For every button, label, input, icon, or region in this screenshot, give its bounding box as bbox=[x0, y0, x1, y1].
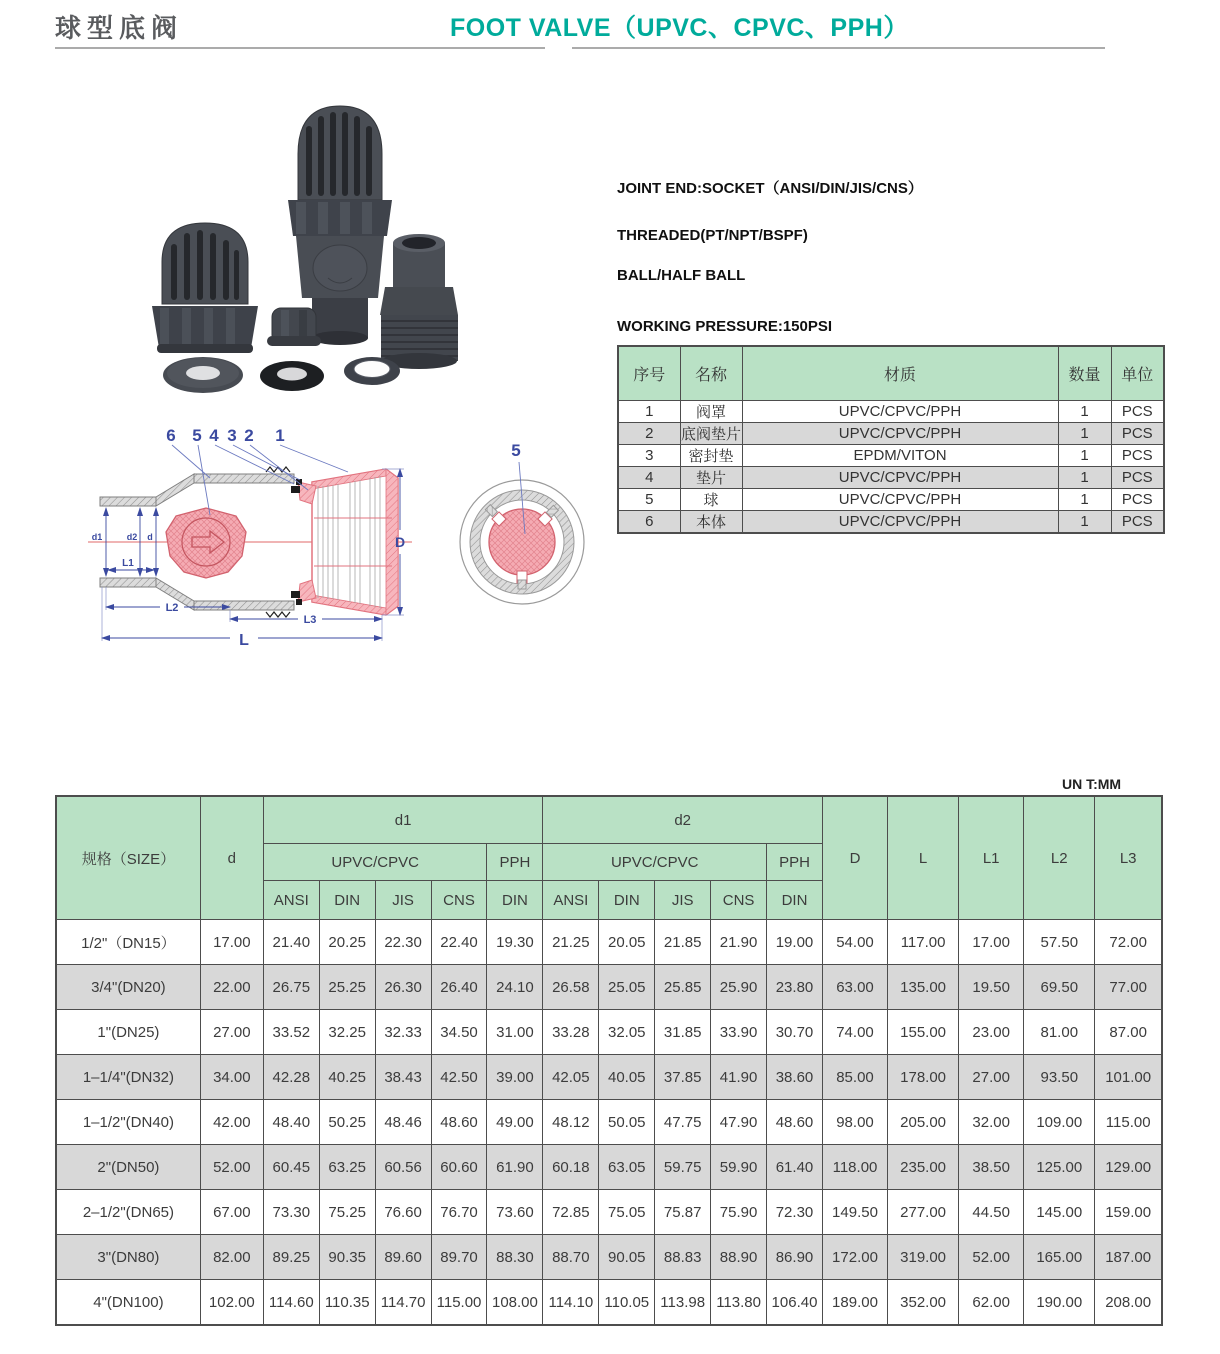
table-cell: 109.00 bbox=[1024, 1100, 1095, 1145]
table-cell: 23.00 bbox=[959, 1010, 1024, 1055]
table-cell: 75.25 bbox=[319, 1190, 375, 1235]
table-cell: 23.80 bbox=[767, 965, 823, 1010]
table-cell: 115.00 bbox=[1095, 1100, 1162, 1145]
table-cell: 89.60 bbox=[375, 1235, 431, 1280]
table-cell: 3/4"(DN20) bbox=[56, 965, 200, 1010]
gasket-images bbox=[163, 357, 400, 393]
parts-table-header-row bbox=[618, 346, 1164, 401]
table-cell: 38.43 bbox=[375, 1055, 431, 1100]
table-cell: 75.05 bbox=[599, 1190, 655, 1235]
table-cell: 33.52 bbox=[263, 1010, 319, 1055]
table-cell: 1 bbox=[1058, 423, 1111, 445]
table-cell: 垫片 bbox=[680, 467, 742, 489]
parts-header-unit: 单位 bbox=[1111, 346, 1164, 401]
spec-joint-end: JOINT END:SOCKET（ANSI/DIN/JIS/CNS） bbox=[617, 180, 923, 197]
table-cell: 85.00 bbox=[822, 1055, 887, 1100]
table-cell: 1–1/4"(DN32) bbox=[56, 1055, 200, 1100]
table-cell: 178.00 bbox=[888, 1055, 959, 1100]
table-cell: 172.00 bbox=[822, 1235, 887, 1280]
table-cell: 319.00 bbox=[888, 1235, 959, 1280]
table-row bbox=[618, 467, 1164, 489]
dim-header-d2-jis: JIS bbox=[655, 881, 711, 920]
dim-label-d1: d1 bbox=[91, 532, 103, 542]
table-cell: 52.00 bbox=[959, 1235, 1024, 1280]
table-cell: 118.00 bbox=[822, 1145, 887, 1190]
table-cell: 37.85 bbox=[655, 1055, 711, 1100]
ball-section bbox=[166, 508, 246, 578]
table-cell: 63.00 bbox=[822, 965, 887, 1010]
table-cell: 73.60 bbox=[487, 1190, 543, 1235]
table-cell: 114.10 bbox=[543, 1280, 599, 1326]
table-cell: 26.30 bbox=[375, 965, 431, 1010]
part-callouts bbox=[166, 426, 284, 445]
table-cell: 30.70 bbox=[767, 1010, 823, 1055]
dim-label-l2: L2 bbox=[165, 602, 179, 614]
table-cell: 75.90 bbox=[711, 1190, 767, 1235]
table-cell: 81.00 bbox=[1024, 1010, 1095, 1055]
table-cell: 63.25 bbox=[319, 1145, 375, 1190]
dim-header-d1-pph: PPH bbox=[487, 844, 543, 881]
table-cell: 47.90 bbox=[711, 1100, 767, 1145]
table-cell: 87.00 bbox=[1095, 1010, 1162, 1055]
table-cell: 42.50 bbox=[431, 1055, 487, 1100]
table-cell: 125.00 bbox=[1024, 1145, 1095, 1190]
table-cell: PCS bbox=[1111, 423, 1164, 445]
parts-header-name: 名称 bbox=[680, 346, 742, 401]
table-cell: 34.50 bbox=[431, 1010, 487, 1055]
table-cell: 108.00 bbox=[487, 1280, 543, 1326]
table-cell: 72.85 bbox=[543, 1190, 599, 1235]
header-rule-left bbox=[55, 47, 545, 49]
table-cell: 1/2"（DN15） bbox=[56, 920, 200, 965]
dim-header-d1-jis: JIS bbox=[375, 881, 431, 920]
product-photo bbox=[100, 80, 600, 420]
parts-table bbox=[617, 345, 1165, 534]
table-cell: 3 bbox=[618, 445, 680, 467]
table-cell: PCS bbox=[1111, 401, 1164, 423]
table-cell: 155.00 bbox=[888, 1010, 959, 1055]
table-cell: 63.05 bbox=[599, 1145, 655, 1190]
table-cell: 75.87 bbox=[655, 1190, 711, 1235]
dim-header-D: D bbox=[822, 796, 887, 920]
table-cell: 1 bbox=[1058, 401, 1111, 423]
table-cell: 26.75 bbox=[263, 965, 319, 1010]
table-cell: 25.25 bbox=[319, 965, 375, 1010]
table-cell: 49.00 bbox=[487, 1100, 543, 1145]
table-cell: 32.00 bbox=[959, 1100, 1024, 1145]
table-cell: 114.70 bbox=[375, 1280, 431, 1326]
parts-header-qty: 数量 bbox=[1058, 346, 1111, 401]
table-cell: 4 bbox=[618, 467, 680, 489]
table-cell: 72.30 bbox=[767, 1190, 823, 1235]
table-cell: 88.90 bbox=[711, 1235, 767, 1280]
table-row bbox=[56, 1100, 1162, 1145]
table-cell: 90.35 bbox=[319, 1235, 375, 1280]
table-cell: 54.00 bbox=[822, 920, 887, 965]
dim-header-d1-ansi: ANSI bbox=[263, 881, 319, 920]
table-cell: 89.70 bbox=[431, 1235, 487, 1280]
callout-6: 6 bbox=[166, 426, 176, 445]
table-cell: 69.50 bbox=[1024, 965, 1095, 1010]
dim-header-d1: d1 bbox=[263, 796, 543, 844]
dim-header-d1-cns: CNS bbox=[431, 881, 487, 920]
table-cell: 93.50 bbox=[1024, 1055, 1095, 1100]
table-cell: 3"(DN80) bbox=[56, 1235, 200, 1280]
table-cell: 48.60 bbox=[767, 1100, 823, 1145]
table-cell: 61.40 bbox=[767, 1145, 823, 1190]
table-cell: UPVC/CPVC/PPH bbox=[742, 511, 1058, 534]
dim-header-d2-cns: CNS bbox=[711, 881, 767, 920]
table-row bbox=[56, 1055, 1162, 1100]
table-cell: 52.00 bbox=[200, 1145, 263, 1190]
table-cell: 277.00 bbox=[888, 1190, 959, 1235]
table-cell: 20.05 bbox=[599, 920, 655, 965]
table-cell: 41.90 bbox=[711, 1055, 767, 1100]
table-row bbox=[56, 1010, 1162, 1055]
table-cell: 22.00 bbox=[200, 965, 263, 1010]
table-cell: 101.00 bbox=[1095, 1055, 1162, 1100]
table-cell: 165.00 bbox=[1024, 1235, 1095, 1280]
table-cell: 24.10 bbox=[487, 965, 543, 1010]
table-cell: 2"(DN50) bbox=[56, 1145, 200, 1190]
table-cell: 22.30 bbox=[375, 920, 431, 965]
table-cell: 113.80 bbox=[711, 1280, 767, 1326]
table-row bbox=[618, 489, 1164, 511]
table-cell: 17.00 bbox=[200, 920, 263, 965]
table-cell: 88.70 bbox=[543, 1235, 599, 1280]
table-cell: 67.00 bbox=[200, 1190, 263, 1235]
dim-label-d-cap: D bbox=[394, 534, 406, 550]
thread-marks-top bbox=[266, 467, 290, 472]
table-cell: 32.25 bbox=[319, 1010, 375, 1055]
table-cell: 88.83 bbox=[655, 1235, 711, 1280]
table-cell: 82.00 bbox=[200, 1235, 263, 1280]
table-cell: 72.00 bbox=[1095, 920, 1162, 965]
dim-header-L: L bbox=[888, 796, 959, 920]
dim-header-d2-upvc: UPVC/CPVC bbox=[543, 844, 767, 881]
table-cell: 60.56 bbox=[375, 1145, 431, 1190]
dim-header-d1-upvc: UPVC/CPVC bbox=[263, 844, 487, 881]
table-cell: 62.00 bbox=[959, 1280, 1024, 1326]
dim-header-d1-pph-din: DIN bbox=[487, 881, 543, 920]
unit-note: UN T:MM bbox=[1062, 776, 1122, 792]
dim-header-d2-pph: PPH bbox=[767, 844, 823, 881]
page-title-en: FOOT VALVE（UPVC、CPVC、PPH） bbox=[450, 14, 909, 42]
table-row bbox=[618, 445, 1164, 467]
table-row bbox=[56, 1280, 1162, 1326]
table-cell: 114.60 bbox=[263, 1280, 319, 1326]
dim-label-l1: L1 bbox=[122, 558, 134, 569]
table-cell: 31.00 bbox=[487, 1010, 543, 1055]
table-cell: 42.00 bbox=[200, 1100, 263, 1145]
table-cell: 61.90 bbox=[487, 1145, 543, 1190]
table-cell: 25.05 bbox=[599, 965, 655, 1010]
dim-header-d2-pph-din: DIN bbox=[767, 881, 823, 920]
spec-threaded: THREADED(PT/NPT/BSPF) bbox=[617, 227, 808, 244]
table-cell: 60.18 bbox=[543, 1145, 599, 1190]
table-cell: 27.00 bbox=[959, 1055, 1024, 1100]
table-cell: 2–1/2"(DN65) bbox=[56, 1190, 200, 1235]
table-cell: 48.46 bbox=[375, 1100, 431, 1145]
page-title-zh: 球型底阀 bbox=[55, 13, 184, 43]
table-cell: 19.30 bbox=[487, 920, 543, 965]
table-cell: UPVC/CPVC/PPH bbox=[742, 489, 1058, 511]
parts-table-body bbox=[618, 401, 1164, 534]
table-cell: 60.60 bbox=[431, 1145, 487, 1190]
table-cell: 98.00 bbox=[822, 1100, 887, 1145]
spec-lines bbox=[617, 180, 1187, 336]
table-cell: PCS bbox=[1111, 489, 1164, 511]
table-cell: 129.00 bbox=[1095, 1145, 1162, 1190]
table-cell: 25.85 bbox=[655, 965, 711, 1010]
table-cell: 1–1/2"(DN40) bbox=[56, 1100, 200, 1145]
table-cell: 22.40 bbox=[431, 920, 487, 965]
table-cell: 38.50 bbox=[959, 1145, 1024, 1190]
socket-adapter-image bbox=[380, 234, 458, 369]
table-row bbox=[56, 1235, 1162, 1280]
table-cell: 48.12 bbox=[543, 1100, 599, 1145]
spec-ball: BALL/HALF BALL bbox=[617, 267, 746, 284]
table-cell: 42.28 bbox=[263, 1055, 319, 1100]
parts-header-no: 序号 bbox=[618, 346, 680, 401]
table-cell: 40.05 bbox=[599, 1055, 655, 1100]
strainer-cone-section bbox=[312, 469, 398, 615]
table-cell: 32.05 bbox=[599, 1010, 655, 1055]
table-cell: 48.60 bbox=[431, 1100, 487, 1145]
table-cell: PCS bbox=[1111, 511, 1164, 534]
table-cell: 1 bbox=[1058, 445, 1111, 467]
table-cell: PCS bbox=[1111, 445, 1164, 467]
table-cell: 2 bbox=[618, 423, 680, 445]
table-cell: 90.05 bbox=[599, 1235, 655, 1280]
callout-2: 2 bbox=[244, 426, 254, 445]
table-cell: 110.35 bbox=[319, 1280, 375, 1326]
table-cell: 86.90 bbox=[767, 1235, 823, 1280]
table-row bbox=[618, 423, 1164, 445]
table-cell: 113.98 bbox=[655, 1280, 711, 1326]
end-view-section bbox=[460, 441, 584, 604]
table-row bbox=[618, 511, 1164, 534]
dim-header-row-1 bbox=[56, 796, 1162, 844]
table-cell: 59.90 bbox=[711, 1145, 767, 1190]
table-cell: 110.05 bbox=[599, 1280, 655, 1326]
dim-header-d2-ansi: ANSI bbox=[543, 881, 599, 920]
table-cell: 17.00 bbox=[959, 920, 1024, 965]
table-cell: 21.25 bbox=[543, 920, 599, 965]
table-cell: 33.90 bbox=[711, 1010, 767, 1055]
small-foot-valve-image bbox=[152, 223, 258, 353]
table-cell: 48.40 bbox=[263, 1100, 319, 1145]
table-cell: 159.00 bbox=[1095, 1190, 1162, 1235]
table-cell: 44.50 bbox=[959, 1190, 1024, 1235]
table-cell: 76.60 bbox=[375, 1190, 431, 1235]
callout-5: 5 bbox=[192, 426, 202, 445]
table-cell: 106.40 bbox=[767, 1280, 823, 1326]
table-cell: 88.30 bbox=[487, 1235, 543, 1280]
table-cell: 26.40 bbox=[431, 965, 487, 1010]
table-cell: 135.00 bbox=[888, 965, 959, 1010]
table-cell: 115.00 bbox=[431, 1280, 487, 1326]
table-cell: 阀罩 bbox=[680, 401, 742, 423]
cap-image bbox=[267, 308, 321, 346]
table-cell: 89.25 bbox=[263, 1235, 319, 1280]
table-cell: 149.50 bbox=[822, 1190, 887, 1235]
table-cell: 球 bbox=[680, 489, 742, 511]
table-cell: 底阀垫片 bbox=[680, 423, 742, 445]
dim-label-d: d bbox=[147, 532, 153, 542]
table-cell: 密封垫 bbox=[680, 445, 742, 467]
table-cell: 187.00 bbox=[1095, 1235, 1162, 1280]
table-cell: 1"(DN25) bbox=[56, 1010, 200, 1055]
table-cell: 352.00 bbox=[888, 1280, 959, 1326]
table-cell: 21.40 bbox=[263, 920, 319, 965]
table-cell: 5 bbox=[618, 489, 680, 511]
dim-header-d: d bbox=[200, 796, 263, 920]
table-cell: 76.70 bbox=[431, 1190, 487, 1235]
table-cell: 38.60 bbox=[767, 1055, 823, 1100]
table-cell: 189.00 bbox=[822, 1280, 887, 1326]
table-row bbox=[56, 1190, 1162, 1235]
dimension-table-body bbox=[56, 920, 1162, 1326]
parts-header-material: 材质 bbox=[742, 346, 1058, 401]
table-cell: 32.33 bbox=[375, 1010, 431, 1055]
table-row bbox=[56, 1145, 1162, 1190]
table-cell: 27.00 bbox=[200, 1010, 263, 1055]
end-view-callout-5: 5 bbox=[511, 441, 521, 460]
thread-marks-bottom bbox=[266, 612, 290, 617]
table-cell: 本体 bbox=[680, 511, 742, 534]
table-cell: 74.00 bbox=[822, 1010, 887, 1055]
table-cell: 25.90 bbox=[711, 965, 767, 1010]
table-cell: 4"(DN100) bbox=[56, 1280, 200, 1326]
callout-1: 1 bbox=[275, 426, 285, 445]
dim-header-size: 规格（SIZE） bbox=[56, 796, 200, 920]
table-cell: 190.00 bbox=[1024, 1280, 1095, 1326]
table-cell: 59.75 bbox=[655, 1145, 711, 1190]
table-cell: 19.00 bbox=[767, 920, 823, 965]
table-cell: 20.25 bbox=[319, 920, 375, 965]
dimension-table bbox=[55, 795, 1163, 1326]
table-cell: 60.45 bbox=[263, 1145, 319, 1190]
table-cell: 208.00 bbox=[1095, 1280, 1162, 1326]
table-cell: 205.00 bbox=[888, 1100, 959, 1145]
table-cell: 40.25 bbox=[319, 1055, 375, 1100]
spec-working-pressure: WORKING PRESSURE:150PSI bbox=[617, 318, 833, 335]
dim-label-d2: d2 bbox=[126, 532, 138, 542]
table-cell: 21.85 bbox=[655, 920, 711, 965]
table-cell: 145.00 bbox=[1024, 1190, 1095, 1235]
dim-header-L1: L1 bbox=[959, 796, 1024, 920]
technical-drawing bbox=[60, 420, 605, 665]
table-cell: UPVC/CPVC/PPH bbox=[742, 467, 1058, 489]
dim-label-l: L bbox=[239, 632, 249, 649]
table-cell: EPDM/VITON bbox=[742, 445, 1058, 467]
table-cell: 1 bbox=[618, 401, 680, 423]
table-cell: 42.05 bbox=[543, 1055, 599, 1100]
table-cell: 77.00 bbox=[1095, 965, 1162, 1010]
table-cell: 47.75 bbox=[655, 1100, 711, 1145]
table-row bbox=[618, 401, 1164, 423]
dim-header-d2: d2 bbox=[543, 796, 823, 844]
table-cell: 102.00 bbox=[200, 1280, 263, 1326]
table-cell: 73.30 bbox=[263, 1190, 319, 1235]
dim-header-d1-din: DIN bbox=[319, 881, 375, 920]
table-cell: UPVC/CPVC/PPH bbox=[742, 401, 1058, 423]
dim-label-l3: L3 bbox=[303, 614, 317, 626]
table-cell: 33.28 bbox=[543, 1010, 599, 1055]
table-row bbox=[56, 965, 1162, 1010]
table-cell: 1 bbox=[1058, 489, 1111, 511]
table-cell: 50.05 bbox=[599, 1100, 655, 1145]
table-cell: 117.00 bbox=[888, 920, 959, 965]
dim-header-L3: L3 bbox=[1095, 796, 1162, 920]
table-cell: 26.58 bbox=[543, 965, 599, 1010]
table-cell: 21.90 bbox=[711, 920, 767, 965]
callout-4: 4 bbox=[209, 426, 219, 445]
callout-3: 3 bbox=[227, 426, 237, 445]
table-cell: 50.25 bbox=[319, 1100, 375, 1145]
table-cell: 19.50 bbox=[959, 965, 1024, 1010]
table-cell: 1 bbox=[1058, 511, 1111, 534]
table-cell: 1 bbox=[1058, 467, 1111, 489]
table-cell: 31.85 bbox=[655, 1010, 711, 1055]
table-cell: 34.00 bbox=[200, 1055, 263, 1100]
header-rule-right bbox=[572, 47, 1105, 49]
table-cell: PCS bbox=[1111, 467, 1164, 489]
table-cell: 39.00 bbox=[487, 1055, 543, 1100]
table-cell: 57.50 bbox=[1024, 920, 1095, 965]
dim-header-d2-din: DIN bbox=[599, 881, 655, 920]
table-cell: UPVC/CPVC/PPH bbox=[742, 423, 1058, 445]
table-row bbox=[56, 920, 1162, 965]
table-cell: 6 bbox=[618, 511, 680, 534]
dim-header-L2: L2 bbox=[1024, 796, 1095, 920]
table-cell: 235.00 bbox=[888, 1145, 959, 1190]
